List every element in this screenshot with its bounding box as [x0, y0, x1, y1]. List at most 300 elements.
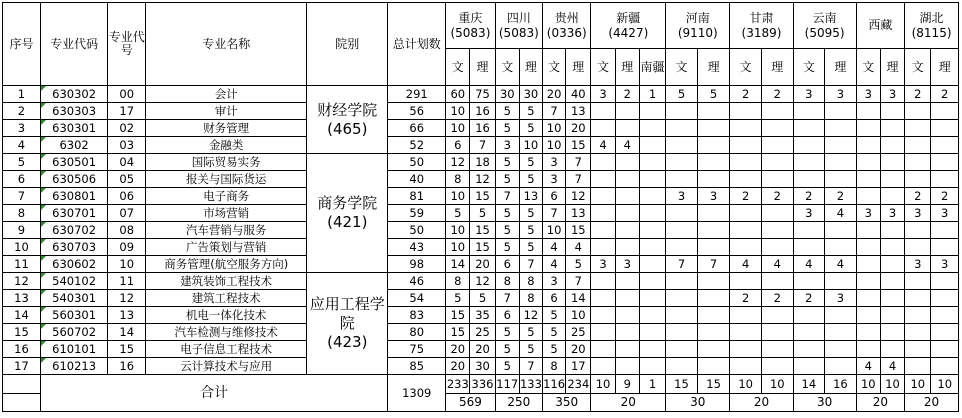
quota-cell — [639, 103, 665, 120]
quota-cell: 2 — [730, 86, 762, 103]
quota-cell: 3 — [905, 205, 931, 222]
quota-cell: 7 — [470, 137, 495, 154]
quota-cell — [666, 120, 698, 137]
quota-cell — [730, 307, 762, 324]
quota-cell — [697, 171, 730, 188]
quota-cell: 5 — [519, 239, 542, 256]
quota-cell — [697, 137, 730, 154]
quota-cell: 5 — [519, 103, 542, 120]
quota-cell: 7 — [543, 205, 566, 222]
quota-cell: 5 — [495, 171, 519, 188]
header-name: 专业名称 — [146, 3, 307, 86]
quota-cell — [793, 103, 825, 120]
header-li: 理 — [519, 49, 542, 86]
quota-cell — [856, 154, 880, 171]
quota-cell: 5 — [495, 222, 519, 239]
quota-cell — [591, 222, 615, 239]
quota-cell: 2 — [905, 86, 931, 103]
quota-cell: 15 — [470, 188, 495, 205]
quota-cell — [825, 103, 857, 120]
row-name: 汽车营销与服务 — [146, 222, 307, 239]
footer-cell: 14 — [793, 375, 825, 394]
row-num: 15 — [108, 341, 146, 358]
province-code: (4427) — [608, 25, 649, 40]
province-name: 西藏 — [868, 18, 893, 32]
quota-cell — [697, 222, 730, 239]
quota-cell: 4 — [615, 137, 639, 154]
quota-cell — [761, 154, 793, 171]
province-name: 云南 — [812, 10, 837, 25]
quota-cell — [931, 358, 959, 375]
footer-blank — [3, 375, 41, 394]
quota-cell: 12 — [470, 171, 495, 188]
quota-cell — [591, 205, 615, 222]
row-name: 会计 — [146, 86, 307, 103]
province-code: (9110) — [677, 25, 718, 40]
quota-cell — [666, 171, 698, 188]
table-row — [3, 103, 959, 120]
quota-cell — [793, 358, 825, 375]
quota-cell: 16 — [470, 120, 495, 137]
quota-cell — [856, 273, 880, 290]
quota-cell — [856, 256, 880, 273]
row-num: 13 — [108, 307, 146, 324]
quota-cell — [880, 120, 904, 137]
quota-cell — [931, 120, 959, 137]
row-seq: 14 — [3, 307, 41, 324]
quota-cell — [931, 103, 959, 120]
quota-cell: 3 — [543, 171, 566, 188]
quota-cell: 2 — [931, 188, 959, 205]
quota-cell: 3 — [666, 188, 698, 205]
dept-cell — [307, 273, 388, 375]
quota-cell — [639, 341, 665, 358]
footer-cell: 234 — [566, 375, 591, 394]
quota-cell — [591, 307, 615, 324]
footer-totals-row — [3, 375, 959, 394]
dept-name: 应用工程学院 — [309, 295, 385, 332]
quota-cell: 3 — [591, 86, 615, 103]
province-subtotal: 250 — [495, 394, 542, 412]
header-province — [856, 3, 904, 49]
header-wen: 文 — [495, 49, 519, 86]
quota-cell: 5 — [495, 120, 519, 137]
quota-cell — [905, 154, 931, 171]
province-subtotal: 350 — [543, 394, 591, 412]
quota-cell — [639, 307, 665, 324]
quota-cell — [856, 239, 880, 256]
quota-cell — [825, 307, 857, 324]
row-code: 630301 — [40, 120, 107, 137]
quota-cell: 20 — [566, 120, 591, 137]
quota-cell — [931, 222, 959, 239]
quota-cell — [856, 137, 880, 154]
province-name: 新疆 — [616, 10, 641, 25]
quota-cell — [905, 171, 931, 188]
quota-cell — [793, 324, 825, 341]
row-total: 50 — [388, 154, 446, 171]
quota-cell: 5 — [446, 290, 470, 307]
row-name: 报关与国际货运 — [146, 171, 307, 188]
row-total: 81 — [388, 188, 446, 205]
quota-cell — [793, 239, 825, 256]
quota-cell — [825, 239, 857, 256]
header-code: 专业代码 — [40, 3, 107, 86]
quota-cell: 5 — [519, 171, 542, 188]
row-code: 6302 — [40, 137, 107, 154]
quota-cell: 30 — [470, 358, 495, 375]
quota-cell — [905, 324, 931, 341]
header-li: 理 — [931, 49, 959, 86]
row-seq: 12 — [3, 273, 41, 290]
quota-cell — [697, 307, 730, 324]
row-num: 08 — [108, 222, 146, 239]
header-province — [543, 3, 591, 49]
row-num: 02 — [108, 120, 146, 137]
quota-cell — [856, 171, 880, 188]
quota-cell: 20 — [446, 341, 470, 358]
quota-cell: 5 — [543, 307, 566, 324]
quota-cell — [793, 222, 825, 239]
quota-cell: 3 — [856, 205, 880, 222]
table-row — [3, 239, 959, 256]
row-name: 汽车检测与维修技术 — [146, 324, 307, 341]
row-num: 10 — [108, 256, 146, 273]
quota-cell: 4 — [761, 256, 793, 273]
quota-cell: 2 — [761, 188, 793, 205]
quota-cell: 7 — [697, 256, 730, 273]
quota-cell — [761, 358, 793, 375]
quota-cell — [825, 341, 857, 358]
quota-cell: 5 — [495, 239, 519, 256]
row-code: 630602 — [40, 256, 107, 273]
row-code: 540301 — [40, 290, 107, 307]
quota-cell: 4 — [825, 205, 857, 222]
quota-cell — [730, 358, 762, 375]
quota-cell: 15 — [566, 222, 591, 239]
quota-cell — [615, 205, 639, 222]
header-total: 总计划数 — [388, 3, 446, 86]
footer-blank — [3, 394, 41, 412]
quota-cell: 4 — [543, 256, 566, 273]
quota-cell — [793, 154, 825, 171]
dept-quota: (423) — [327, 333, 368, 351]
quota-cell: 7 — [566, 273, 591, 290]
footer-cell: 9 — [615, 375, 639, 394]
row-code: 630506 — [40, 171, 107, 188]
footer-cell: 1 — [639, 375, 665, 394]
table-row — [3, 171, 959, 188]
quota-cell: 8 — [495, 273, 519, 290]
row-seq: 17 — [3, 358, 41, 375]
quota-cell — [591, 324, 615, 341]
quota-cell — [905, 120, 931, 137]
quota-cell: 5 — [495, 103, 519, 120]
quota-cell — [591, 273, 615, 290]
row-seq: 3 — [3, 120, 41, 137]
header-li: 理 — [615, 49, 639, 86]
quota-cell — [666, 324, 698, 341]
row-num: 06 — [108, 188, 146, 205]
quota-cell: 7 — [566, 171, 591, 188]
quota-cell: 5 — [519, 341, 542, 358]
quota-cell — [666, 290, 698, 307]
quota-cell — [615, 358, 639, 375]
quota-cell — [793, 120, 825, 137]
row-seq: 6 — [3, 171, 41, 188]
footer-cell: 15 — [666, 375, 698, 394]
row-num: 16 — [108, 358, 146, 375]
quota-cell — [639, 222, 665, 239]
quota-cell: 20 — [446, 358, 470, 375]
footer-cell: 116 — [543, 375, 566, 394]
quota-cell: 3 — [880, 86, 904, 103]
row-total: 46 — [388, 273, 446, 290]
quota-cell: 30 — [519, 86, 542, 103]
row-name: 建筑工程技术 — [146, 290, 307, 307]
quota-cell: 3 — [825, 86, 857, 103]
row-code: 540102 — [40, 273, 107, 290]
province-code: (0336) — [546, 25, 587, 40]
quota-cell: 7 — [495, 188, 519, 205]
header-wen: 文 — [446, 49, 470, 86]
quota-cell: 20 — [470, 256, 495, 273]
quota-cell — [905, 239, 931, 256]
quota-cell: 5 — [470, 205, 495, 222]
quota-cell: 5 — [697, 86, 730, 103]
dept-name: 商务学院 — [317, 194, 378, 212]
table-row — [3, 222, 959, 239]
quota-cell: 3 — [615, 256, 639, 273]
header-wen: 文 — [856, 49, 880, 86]
quota-cell: 4 — [591, 137, 615, 154]
row-name: 机电一体化技术 — [146, 307, 307, 324]
row-code: 560702 — [40, 324, 107, 341]
table-row — [3, 137, 959, 154]
row-code: 630302 — [40, 86, 107, 103]
row-seq: 15 — [3, 324, 41, 341]
row-seq: 7 — [3, 188, 41, 205]
quota-cell — [639, 324, 665, 341]
footer-cell: 10 — [931, 375, 959, 394]
footer-cell: 15 — [697, 375, 730, 394]
province-name: 重庆 — [458, 10, 483, 25]
quota-cell: 12 — [446, 154, 470, 171]
table-row — [3, 86, 959, 103]
quota-cell: 14 — [566, 290, 591, 307]
province-subtotal: 20 — [856, 394, 904, 412]
quota-cell — [931, 154, 959, 171]
row-code: 630303 — [40, 103, 107, 120]
quota-cell — [615, 188, 639, 205]
quota-cell: 5 — [519, 205, 542, 222]
header-province — [495, 3, 542, 49]
table-row — [3, 154, 959, 171]
quota-cell — [856, 341, 880, 358]
footer-cell: 133 — [519, 375, 542, 394]
row-total: 56 — [388, 103, 446, 120]
row-num: 05 — [108, 171, 146, 188]
quota-cell: 4 — [566, 239, 591, 256]
quota-cell — [666, 103, 698, 120]
quota-cell — [639, 188, 665, 205]
header-province — [446, 3, 495, 49]
quota-cell — [793, 273, 825, 290]
quota-cell — [905, 307, 931, 324]
quota-cell — [615, 307, 639, 324]
row-name: 电子商务 — [146, 188, 307, 205]
row-name: 广告策划与营销 — [146, 239, 307, 256]
quota-cell: 10 — [446, 188, 470, 205]
quota-cell: 14 — [446, 256, 470, 273]
quota-cell — [880, 307, 904, 324]
quota-cell: 2 — [825, 188, 857, 205]
quota-cell: 10 — [543, 120, 566, 137]
quota-cell — [730, 273, 762, 290]
quota-cell — [666, 358, 698, 375]
table-body — [3, 86, 959, 412]
quota-cell: 5 — [666, 86, 698, 103]
quota-cell — [730, 222, 762, 239]
row-code: 610101 — [40, 341, 107, 358]
quota-cell — [761, 324, 793, 341]
quota-cell: 10 — [446, 239, 470, 256]
quota-cell — [639, 358, 665, 375]
header-province — [793, 3, 856, 49]
quota-cell — [905, 222, 931, 239]
quota-cell — [793, 341, 825, 358]
quota-cell — [856, 120, 880, 137]
quota-cell — [730, 103, 762, 120]
quota-cell: 8 — [519, 273, 542, 290]
footer-cell: 10 — [905, 375, 931, 394]
header-nanjiang: 南疆 — [639, 49, 665, 86]
quota-cell — [761, 341, 793, 358]
quota-cell: 4 — [880, 358, 904, 375]
quota-cell — [793, 137, 825, 154]
quota-cell — [931, 341, 959, 358]
row-name: 商务管理(航空服务方向) — [146, 256, 307, 273]
quota-cell: 7 — [566, 154, 591, 171]
quota-cell: 17 — [566, 358, 591, 375]
quota-cell: 10 — [519, 137, 542, 154]
quota-cell — [639, 239, 665, 256]
quota-cell: 2 — [931, 86, 959, 103]
row-num: 04 — [108, 154, 146, 171]
row-total: 40 — [388, 171, 446, 188]
quota-cell — [697, 358, 730, 375]
quota-cell: 30 — [495, 86, 519, 103]
quota-cell — [880, 341, 904, 358]
header-wen: 文 — [666, 49, 698, 86]
quota-cell: 13 — [566, 205, 591, 222]
footer-cell: 336 — [470, 375, 495, 394]
row-seq: 11 — [3, 256, 41, 273]
quota-cell: 12 — [519, 307, 542, 324]
row-seq: 13 — [3, 290, 41, 307]
quota-cell — [730, 154, 762, 171]
quota-cell: 3 — [905, 256, 931, 273]
province-subtotal: 20 — [905, 394, 959, 412]
quota-cell — [880, 188, 904, 205]
quota-cell — [730, 137, 762, 154]
quota-cell — [825, 171, 857, 188]
quota-cell: 2 — [793, 188, 825, 205]
quota-cell: 3 — [856, 86, 880, 103]
quota-cell — [615, 324, 639, 341]
quota-cell: 3 — [931, 205, 959, 222]
quota-cell — [761, 205, 793, 222]
quota-cell — [761, 137, 793, 154]
quota-cell: 7 — [519, 256, 542, 273]
quota-cell: 5 — [446, 205, 470, 222]
quota-cell — [666, 273, 698, 290]
row-code: 610213 — [40, 358, 107, 375]
footer-cell: 233 — [446, 375, 470, 394]
quota-cell — [666, 307, 698, 324]
quota-cell: 3 — [825, 290, 857, 307]
quota-cell — [730, 205, 762, 222]
quota-cell — [697, 239, 730, 256]
quota-cell: 4 — [730, 256, 762, 273]
quota-cell — [825, 120, 857, 137]
row-total: 85 — [388, 358, 446, 375]
quota-cell — [825, 273, 857, 290]
table-row — [3, 290, 959, 307]
quota-cell: 3 — [697, 188, 730, 205]
row-name: 国际贸易实务 — [146, 154, 307, 171]
quota-cell: 4 — [825, 256, 857, 273]
quota-cell — [793, 171, 825, 188]
quota-cell: 10 — [543, 222, 566, 239]
province-subtotal: 30 — [666, 394, 730, 412]
quota-cell: 6 — [446, 137, 470, 154]
row-total: 43 — [388, 239, 446, 256]
quota-cell — [761, 103, 793, 120]
quota-cell: 3 — [495, 137, 519, 154]
quota-cell — [697, 324, 730, 341]
quota-cell: 15 — [446, 307, 470, 324]
row-total: 291 — [388, 86, 446, 103]
quota-cell — [825, 137, 857, 154]
quota-cell — [880, 222, 904, 239]
quota-cell — [697, 273, 730, 290]
quota-cell: 6 — [495, 256, 519, 273]
quota-cell: 5 — [519, 154, 542, 171]
quota-cell: 10 — [566, 307, 591, 324]
row-seq: 10 — [3, 239, 41, 256]
row-code: 630801 — [40, 188, 107, 205]
row-seq: 16 — [3, 341, 41, 358]
quota-cell: 10 — [543, 137, 566, 154]
quota-cell — [591, 103, 615, 120]
quota-cell: 10 — [446, 120, 470, 137]
row-seq: 2 — [3, 103, 41, 120]
quota-cell — [905, 103, 931, 120]
enrollment-plan-table — [2, 2, 959, 412]
header-li: 理 — [880, 49, 904, 86]
quota-cell — [639, 137, 665, 154]
footer-cell: 10 — [591, 375, 615, 394]
quota-cell — [880, 324, 904, 341]
quota-cell: 8 — [446, 171, 470, 188]
footer-cell: 10 — [730, 375, 762, 394]
quota-cell: 20 — [543, 86, 566, 103]
header-province — [591, 3, 666, 49]
table-row — [3, 358, 959, 375]
quota-cell — [730, 324, 762, 341]
quota-cell — [697, 341, 730, 358]
